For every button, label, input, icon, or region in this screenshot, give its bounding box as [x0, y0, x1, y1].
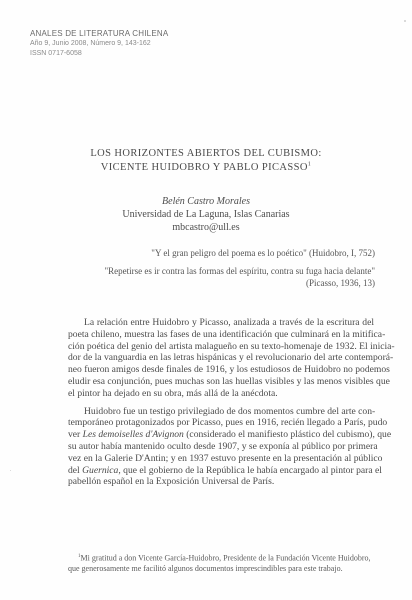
scan-speck	[404, 20, 406, 22]
author-affiliation: Universidad de La Laguna, Islas Canarias	[122, 209, 290, 220]
p2-line-3-start: ver	[68, 429, 83, 441]
p2-line-2: temporáneo protagonizados por Picasso, pues en 1916, recién llegado a París, pudo	[68, 417, 388, 429]
paragraph-2	[68, 405, 392, 489]
title-footnote-marker: 1	[307, 161, 312, 168]
epigraphs	[100, 247, 375, 295]
title-line-1: LOS HORIZONTES ABIERTOS DEL CUBISMO:	[90, 148, 322, 159]
title-line-2	[0, 161, 412, 175]
epigraph-1	[100, 247, 375, 259]
journal-header	[30, 29, 290, 59]
p1-line-2: poeta chileno, muestra las fases de una identificación que culminará en la mitifica-	[68, 328, 386, 340]
p2-line-6-start: del	[68, 464, 83, 476]
journal-issn: ISSN 0717-6058	[30, 50, 82, 57]
p1-line-1: La relación entre Huidobro y Picasso, analizada a través de la escritura del	[84, 317, 374, 328]
p2-line-3	[68, 429, 392, 441]
epigraph-1-text: "Y el gran peligro del poema es lo poético" (Huidobro, I, 752)	[151, 248, 375, 258]
footnote-marker: 1	[78, 554, 81, 559]
journal-title: ANALES DE LITERATURA CHILENA	[30, 29, 169, 38]
p1-line-5: neo fueron amigos desde finales de 1916, y los estudiosos de Huidobro no podemos	[68, 364, 390, 376]
paragraph-1	[68, 317, 395, 400]
epigraph-2-source: (Picasso, 1936, 13)	[306, 278, 375, 288]
p2-line-7: pabellón español en la Exposición Universal de París.	[68, 476, 275, 488]
p2-line-3-end: (considerado el manifiesto plástico del cubismo), que	[183, 429, 392, 441]
p1-line-3: ción poética del genio del artista malagueño en su texto-homenaje de 1932. El inicia-	[68, 340, 395, 352]
title-line-2-text: VICENTE HUIDOBRO Y PABLO PICASSO	[100, 162, 308, 173]
author-name: Belén Castro Morales	[162, 196, 250, 207]
p1-line-6: eludir esa conjunción, pues muchas son las huellas visibles y las menos visibles que	[68, 375, 390, 387]
p2-line-1: Huidobro fue un testigo privilegiado de dos momentos cumbre del arte con-	[84, 405, 376, 417]
journal-issue-info: Año 9, Junio 2008, Número 9, 143-162	[30, 40, 151, 47]
footnote-line-1	[68, 552, 371, 564]
p1-line-7: el pintor ha dejado en su obra, más allá de la anécdota.	[68, 387, 278, 399]
author-email: mbcastro@ull.es	[172, 222, 240, 233]
p2-line-4: su autor había mantenido oculto desde 1907, y se exponía al público por primera	[68, 440, 378, 452]
body-text	[68, 317, 395, 494]
author-block	[0, 195, 412, 234]
footnote-line-1-text: Mi gratitud a don Vicente García-Huidobro, Presidente de la Fundación Vicente Huidobro,	[80, 553, 371, 563]
p2-line-6	[68, 464, 382, 477]
scan-speck	[10, 470, 11, 471]
article-title	[0, 147, 412, 175]
footnote-line-2: que generosamente me facilitó algunos documentos imprescindibles para este trabajo.	[68, 564, 343, 574]
footnote	[68, 552, 371, 575]
p2-line-6-end: , que el gobierno de la República le había encargado al pintor para el	[118, 464, 382, 476]
epigraph-2-text: "Repetirse es ir contra las formas del espíritu, contra su fuga hacia delante"	[104, 266, 375, 276]
p2-italic-title-2: Guernica	[82, 464, 119, 476]
p2-italic-title-1: Les demoiselles d'Avignon	[82, 429, 184, 441]
p1-line-4: dor de la vanguardia en las letras hispánicas y el revolucionario del arte contemporá-	[68, 352, 394, 364]
p2-line-5: vez en la Galerie D'Antin; y en 1937 estuvo presente en la presentación al público	[68, 452, 383, 464]
epigraph-2	[100, 265, 375, 289]
